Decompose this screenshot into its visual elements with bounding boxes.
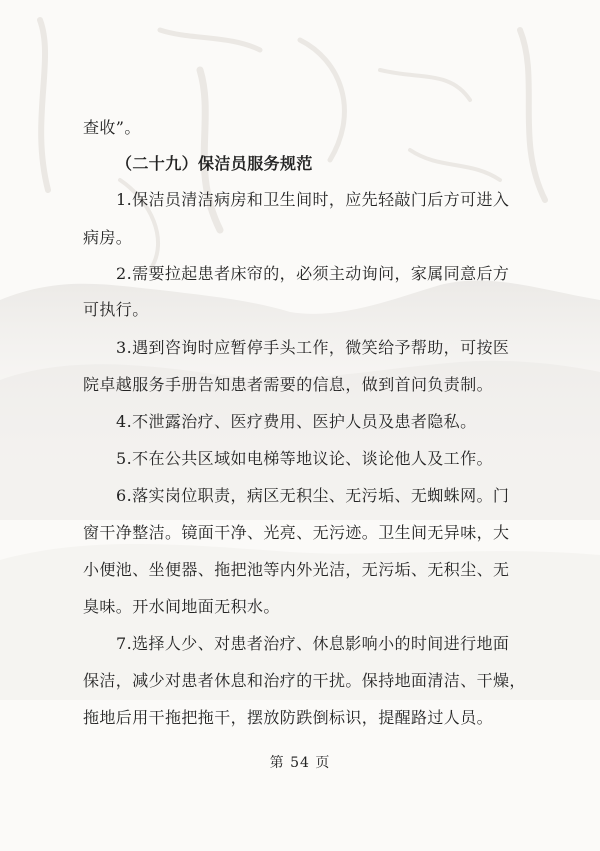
text-line: 拖地后用干拖把拖干，摆放防跌倒标识，提醒路过人员。: [83, 708, 494, 727]
text-line: 保洁，减少对患者休息和治疗的干扰。保持地面清洁、干燥，: [83, 671, 526, 690]
text-line: 7.选择人少、对患者治疗、休息影响小的时间进行地面: [116, 634, 510, 653]
text-line: 4.不泄露治疗、医疗费用、医护人员及患者隐私。: [116, 412, 477, 431]
text-line: 窗干净整洁。镜面干净、光亮、无污迹。卫生间无异味，大: [83, 523, 510, 542]
text-line: 5.不在公共区域如电梯等地议论、谈论他人及工作。: [116, 449, 493, 468]
text-line: 可执行。: [83, 300, 149, 319]
text-line: 病房。: [83, 228, 133, 247]
text-line: 1.保洁员清洁病房和卫生间时，应先轻敲门后方可进入: [116, 190, 510, 209]
text-line: 6.落实岗位职责，病区无积尘、无污垢、无蜘蛛网。门: [116, 486, 510, 505]
section-heading: （二十九）保洁员服务规范: [116, 154, 313, 173]
text-line: 小便池、坐便器、拖把池等内外光洁，无污垢、无积尘、无: [83, 560, 510, 579]
page-number: 第 54 页: [269, 755, 331, 771]
text-line: 2.需要拉起患者床帘的，必须主动询问，家属同意后方: [116, 264, 510, 283]
text-line: 臭味。开水间地面无积水。: [83, 597, 280, 616]
text-line: 院卓越服务手册告知患者需要的信息，做到首问负责制。: [83, 375, 494, 394]
text-line: 查收”。: [83, 118, 141, 137]
text-line: 3.遇到咨询时应暂停手头工作，微笑给予帮助，可按医: [116, 338, 510, 357]
